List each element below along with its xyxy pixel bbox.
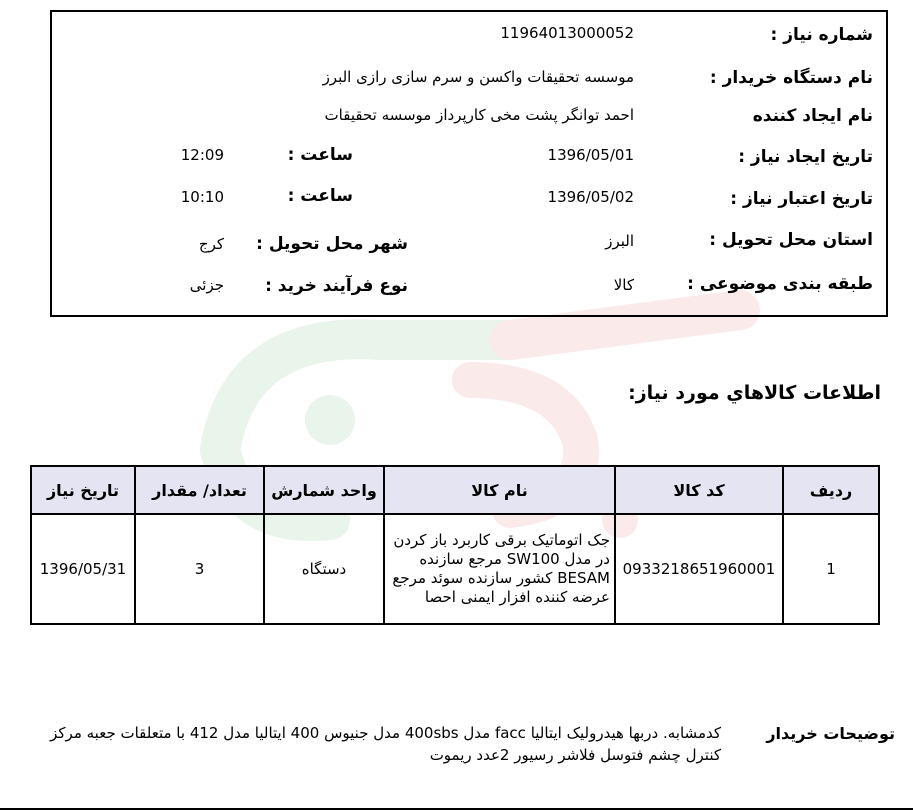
cell-item-name: جک اتوماتیک برقی کاربرد باز کردن در مدل SW100 مرجع سازنده BESAM کشور سازنده سوئد مرجع عرضه کننده افزار ایمنی احصا <box>384 514 615 624</box>
delivery-province-label: استان محل تحویل : <box>709 230 873 250</box>
buyer-notes-label: توضیحات خریدار <box>766 724 895 743</box>
cell-item-code: 0933218651960001 <box>615 514 783 624</box>
delivery-city-value: کرج <box>198 235 224 253</box>
valid-date-value: 1396/05/02 <box>547 188 634 206</box>
col-name-header: نام کالا <box>384 466 615 514</box>
created-date-label: تاریخ ایجاد نیاز : <box>738 147 873 167</box>
cell-need-date: 1396/05/31 <box>31 514 135 624</box>
table-header-row <box>31 466 879 514</box>
valid-date-label: تاریخ اعتبار نیاز : <box>730 189 873 209</box>
created-time-label: ساعت : <box>287 145 353 165</box>
col-unit-header: واحد شمارش <box>264 466 384 514</box>
items-table <box>30 465 880 625</box>
purchase-type-label: نوع فرآیند خرید : <box>265 276 408 296</box>
cell-row-number: 1 <box>783 514 879 624</box>
creator-value: احمد توانگر پشت مخی کارپرداز موسسه تحقیقات <box>324 106 634 124</box>
buyer-org-value: موسسه تحقیقات واکسن و سرم سازی رازی البرز <box>322 68 634 86</box>
table-row <box>31 514 879 624</box>
col-code-header: کد کالا <box>615 466 783 514</box>
valid-time-value: 10:10 <box>180 188 224 206</box>
col-qty-header: تعداد/ مقدار <box>135 466 264 514</box>
buyer-org-label: نام دستگاه خریدار : <box>709 68 873 88</box>
items-section-title: اطلاعات كالاهاي مورد نياز: <box>628 382 881 404</box>
valid-time-label: ساعت : <box>287 186 353 206</box>
category-value: کالا <box>613 276 634 294</box>
need-number-label: شماره نیاز : <box>770 25 873 45</box>
col-date-header: تاریخ نیاز <box>31 466 135 514</box>
creator-label: نام ایجاد کننده <box>752 106 873 126</box>
need-number-value: 11964013000052 <box>500 24 634 42</box>
bottom-divider <box>0 808 913 810</box>
category-label: طبقه بندی موضوعی : <box>687 274 873 294</box>
cell-quantity: 3 <box>135 514 264 624</box>
delivery-city-label: شهر محل تحویل : <box>256 234 408 254</box>
need-info-box <box>50 10 888 317</box>
purchase-type-value: جزئی <box>189 276 224 294</box>
created-time-value: 12:09 <box>180 146 224 164</box>
col-row-header: ردیف <box>783 466 879 514</box>
delivery-province-value: البرز <box>605 232 634 250</box>
buyer-notes-text: کدمشابه. دربها هیدرولیک ایتالیا facc مدل 400sbs مدل جنیوس 400 ایتالیا مدل 412 با متعلقات جعبه مرکز کنترل چشم فتوسل فلاشر رسیور 2عدد ریموت <box>50 724 721 764</box>
cell-unit: دستگاه <box>264 514 384 624</box>
created-date-value: 1396/05/01 <box>547 146 634 164</box>
